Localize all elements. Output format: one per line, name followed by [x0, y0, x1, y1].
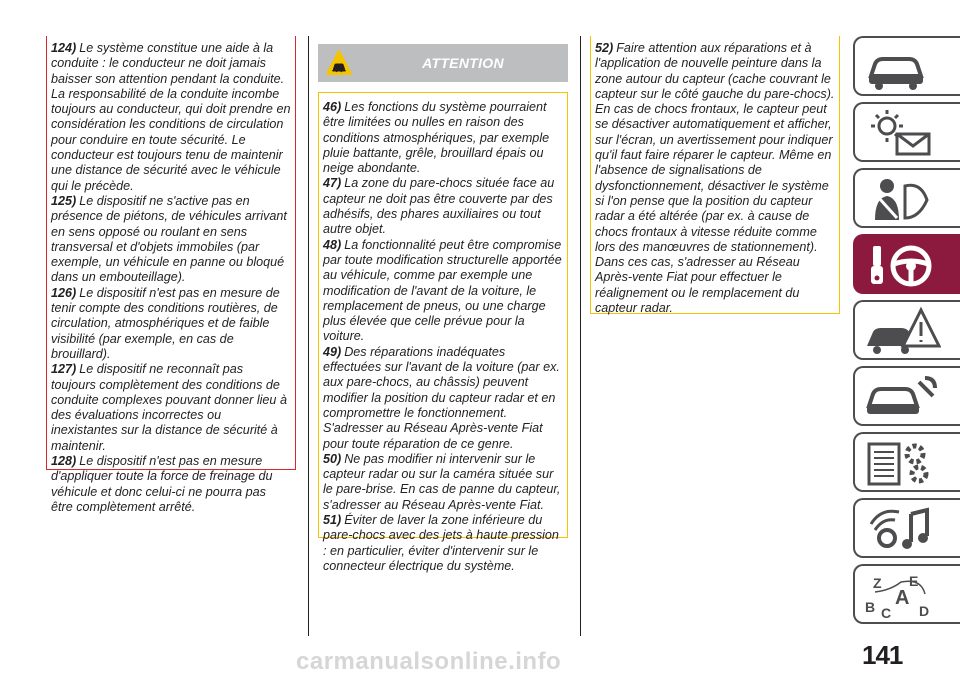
tab-starting-driving[interactable] [853, 234, 960, 294]
column-divider [308, 36, 309, 636]
svg-text:E: E [909, 573, 919, 589]
svg-text:A: A [895, 587, 910, 609]
attention-47: 47) La zone du pare-chocs située face au capteur ne doit pas être couverte par des adhésifs, des phares auxiliaires ou tout autre objet. [323, 176, 555, 237]
attention-banner [318, 44, 568, 82]
svg-text:C: C [881, 605, 892, 620]
attention-51: 51) Éviter de laver la zone inférieure du pare-chocs avec des jets à haute pression : en particulier, éviter d'intervenir sur le connecteur électrique du système. [323, 513, 559, 573]
note-124: 124) Le système constitue une aide à la conduite : le conducteur ne doit jamais baisser son attention pendant la conduite. La responsabilité de la conduite incombe toujours au conducteur, qui doit prendre en considération les conditions de circulation pour conduire en toute sécurité. Le conducteur est toujours tenu de maintenir une distance de sécurité avec le véhicule qui le précède. [51, 41, 291, 193]
tab-technical-data[interactable] [853, 432, 960, 492]
multimedia-icon [861, 504, 941, 554]
tab-emergency[interactable] [853, 300, 960, 360]
tab-multimedia[interactable] [853, 498, 960, 558]
maintenance-car-icon [861, 372, 941, 422]
attention-46: 46) Les fonctions du système pourraient être limitées ou nulles en raison des conditions atmosphériques, par exemple pluie battante, grêle, brouillard épais ou neige abondante. [323, 100, 550, 176]
svg-text:B: B [865, 599, 876, 615]
tab-safety[interactable] [853, 168, 960, 228]
breakdown-triangle-icon [861, 306, 941, 356]
tab-maintenance[interactable] [853, 366, 960, 426]
column-divider [580, 36, 581, 636]
attention-48: 48) La fonctionnalité peut être compromise par toute modification structurelle apportée au véhicule, comme par exemple une modification de l'avant de la voiture, le remplacement de pneus, ou une charge plus élevée que celle prévue pour la voiture. [323, 237, 562, 344]
dashboard-lights-icon [861, 108, 941, 158]
attention-49: 49) Des réparations inadéquates effectuées sur l'avant de la voiture (par ex. aux pare-chocs, au châssis) peuvent modifier la position du capteur radar et en compromettre le fonctionnement. S'adresser au Réseau Après-vente Fiat pour toute réparation de ce genre. [323, 344, 560, 451]
tab-car[interactable] [853, 36, 960, 96]
key-steering-wheel-icon [861, 240, 941, 290]
svg-text:Z: Z [873, 575, 882, 591]
attention-52: 52) Faire attention aux réparations et à l'application de nouvelle peinture dans la zone autour du capteur (cache couvrant le capteur sur le côté gauche du pare-chocs). En cas de chocs frontaux, le capteur peut se désactiver automatiquement et afficher, sur l'écran, un avertissement pour indiquer qu'il faut faire réparer le capteur. Même en l'absence de signalisations de dysfonctionnement, désactiver le système si l'on pense que la position du capteur radar a été altérée (par ex. à cause de chocs frontaux à vitesse réduite comme lors des manœuvres de stationnement). Dans ces cas, s'adresser au Réseau Après-vente Fiat pour effectuer le réalignement ou le remplacement du capteur radar. [595, 41, 835, 316]
warning-car-icon [326, 50, 352, 76]
tab-dashboard[interactable] [853, 102, 960, 162]
notes-column-2 [318, 92, 568, 573]
seatbelt-safety-icon [861, 174, 941, 224]
notes-column-3 [590, 36, 840, 314]
svg-text:D: D [919, 603, 930, 619]
watermark: carmanualsonline.info [296, 648, 562, 675]
tab-index[interactable] [853, 564, 960, 624]
notes-column-1 [46, 36, 296, 514]
note-126: 126) Le dispositif n'est pas en mesure de tenir compte des conditions routières, de circulation, atmosphériques et de faible visibilité (par exemple, en cas de brouillard). [51, 285, 280, 361]
note-128: 128) Le dispositif n'est pas en mesure d'appliquer toute la force de freinage du véhicule et donc celui-ci ne pourra pas être complètement arrêté. [51, 454, 273, 514]
attention-title: ATTENTION [422, 55, 504, 71]
note-127: 127) Le dispositif ne reconnaît pas toujours complètement des conditions de conduite complexes pouvant donner lieu à des évaluations incorrectes ou inexistantes sur la distance de sécurité à maintenir. [51, 362, 287, 453]
page-number: 141 [862, 640, 903, 670]
alphabetical-index-icon [861, 570, 941, 620]
attention-50: 50) Ne pas modifier ni intervenir sur le capteur radar ou sur la caméra située sur le pare-brise. En cas de panne du capteur, s'adresser au Réseau Après-vente Fiat. [323, 451, 561, 512]
note-125: 125) Le dispositif ne s'active pas en présence de piétons, de véhicules arrivant en sens opposé ou roulant en sens transversal et d'objets immobiles (par exemple, un véhicule en panne ou bloqué dans un embouteillage). [51, 193, 287, 285]
car-icon [861, 42, 941, 92]
technical-data-icon [861, 438, 941, 488]
